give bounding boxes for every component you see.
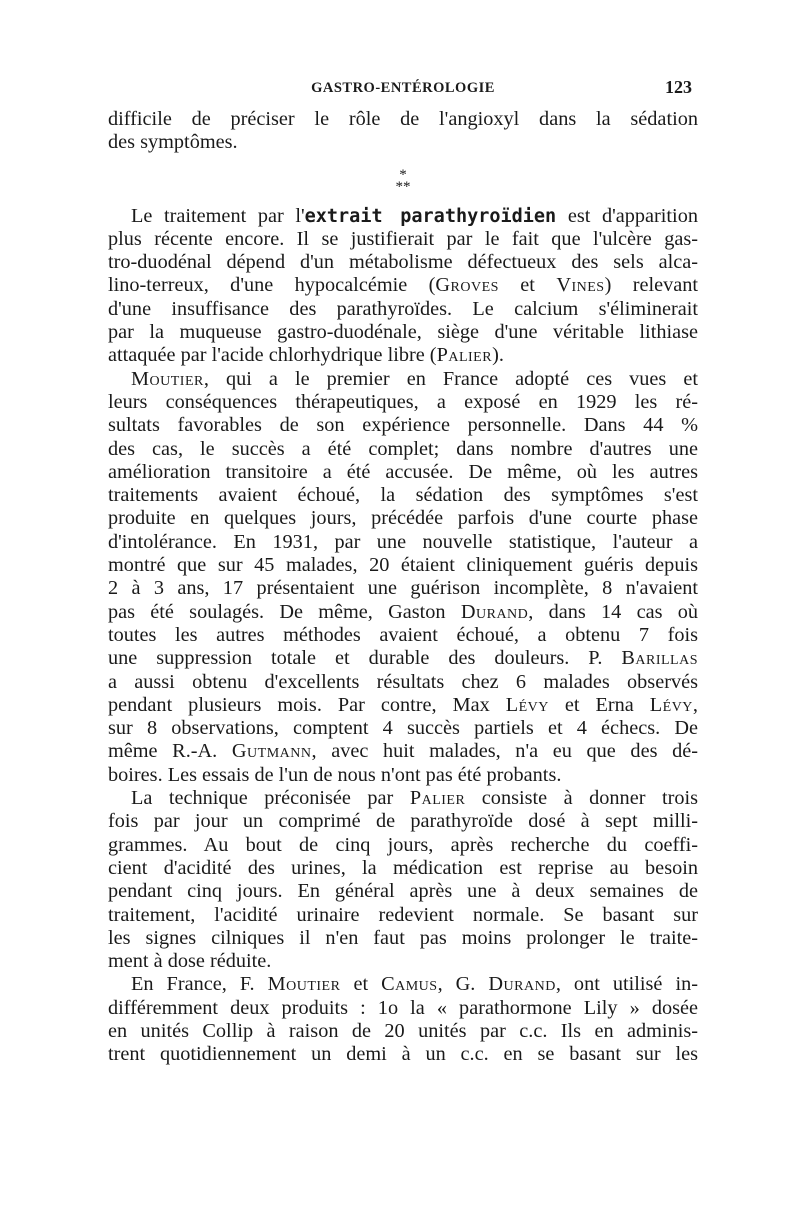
text-line: pas été soulagés. De même, Gaston Durand, dans 14 cas où — [108, 600, 698, 623]
asterism-separator — [108, 155, 698, 205]
text-line: sultats favorables de son expérience personnelle. Dans 44 % — [108, 414, 698, 437]
asterism-bottom: ** — [395, 178, 411, 195]
paragraph-parathyroid — [108, 205, 698, 368]
author-name: Moutier — [267, 973, 341, 996]
author-name: Groves — [435, 274, 499, 297]
text-line: amélioration transitoire a été accusée. De même, où les autres — [108, 460, 698, 483]
asterism-top: * — [399, 166, 407, 183]
text-line: En France, F. Moutier et Camus, G. Durand, ont utilisé in- — [131, 973, 698, 996]
paragraph-france — [108, 973, 698, 1066]
text-line: fois par jour un comprimé de parathyroïde dosé à sept milli- — [108, 810, 698, 833]
text-line: sur 8 observations, comptent 4 succès partiels et 4 échecs. De — [108, 717, 698, 740]
text-line: traitements avaient échoué, la sédation des symptômes s'est — [108, 484, 698, 507]
text-line: tro-duodénal dépend d'un métabolisme défectueux des sels alca- — [108, 251, 698, 274]
author-name: Camus — [381, 973, 438, 996]
text-line: des cas, le succès a été complet; dans nombre d'autres une — [108, 437, 698, 460]
author-name: Barillas — [621, 647, 698, 670]
text-line: plus récente encore. Il se justifierait par le fait que l'ulcère gas- — [108, 227, 698, 250]
text-line: trent quotidiennement un demi à un c.c. en se basant sur les — [108, 1043, 698, 1066]
text-line: montré que sur 45 malades, 20 étaient cliniquement guéris depuis — [108, 554, 698, 577]
text-line: cient d'acidité des urines, la médication est reprise au besoin — [108, 856, 698, 879]
text-line: différemment deux produits : 1o la « parathormone Lily » dosée — [108, 996, 698, 1019]
running-title: GASTRO-ENTÉROLOGIE — [311, 80, 495, 96]
text-line: traitement, l'acidité urinaire redevient normale. Se basant sur — [108, 903, 698, 926]
paragraph-moutier — [108, 368, 698, 787]
text-line: grammes. Au bout de cinq jours, après recherche du coeffi- — [108, 833, 698, 856]
text-line: même R.-A. Gutmann, avec huit malades, n'a eu que des dé- — [108, 740, 698, 763]
text-line: pendant cinq jours. En général après une à deux semaines de — [108, 880, 698, 903]
text-line: La technique préconisée par Palier consiste à donner trois — [131, 787, 698, 810]
text-line: pendant plusieurs mois. Par contre, Max Lévy et Erna Lévy, — [108, 693, 698, 716]
text-line: ment à dose réduite. — [108, 950, 272, 973]
author-name: Gutmann — [231, 740, 312, 763]
text-line: une suppression totale et durable des douleurs. P. Barillas — [108, 647, 698, 670]
paragraph-technique — [108, 787, 698, 973]
text-line: 2 à 3 ans, 17 présentaient une guérison incomplète, 8 n'avaient — [108, 577, 698, 600]
author-name: Moutier — [131, 367, 204, 390]
text-line: attaquée par l'acide chlorhydrique libre (Palier). — [108, 344, 504, 367]
book-page — [108, 72, 698, 1067]
text-line: leurs conséquences thérapeutiques, a exposé en 1929 les ré- — [108, 390, 698, 413]
author-name: Lévy — [505, 693, 549, 716]
text-line: des symptômes. — [108, 131, 238, 154]
text-line: en unités Collip à raison de 20 unités par c.c. Ils en adminis- — [108, 1019, 698, 1042]
page-number: 123 — [665, 77, 692, 97]
body-text — [108, 108, 698, 155]
text-line: Le traitement par l'extrait parathyroïdien est d'apparition — [131, 204, 698, 227]
author-name: Palier — [436, 344, 493, 367]
text-line: les signes cilniques il n'en faut pas moins prolonger le traite- — [108, 926, 698, 949]
text-line: produite en quelques jours, précédée parfois d'une courte phase — [108, 507, 698, 530]
text-line: d'intolérance. En 1931, par une nouvelle statistique, l'auteur a — [108, 530, 698, 553]
text-line: par la muqueuse gastro-duodénale, siège d'une véritable lithiase — [108, 321, 698, 344]
author-name: Durand — [460, 600, 529, 623]
author-name: Durand — [488, 973, 556, 996]
author-name: Lévy — [649, 693, 693, 716]
text-line: boires. Les essais de l'un de nous n'ont pas été probants. — [108, 763, 562, 786]
text-line: Moutier, qui a le premier en France adopté ces vues et — [131, 367, 698, 390]
bold-term: extrait parathyroïdien — [304, 205, 557, 227]
text-line: difficile de préciser le rôle de l'angioxyl dans la sédation — [108, 108, 698, 130]
text-line: lino-terreux, d'une hypocalcémie (Groves et Vines) relevant — [108, 274, 699, 297]
author-name: Palier — [409, 787, 466, 810]
page-header — [108, 72, 698, 108]
text-line: a aussi obtenu d'excellents résultats chez 6 malades observés — [108, 670, 698, 693]
author-name: Vines — [556, 274, 605, 297]
text-line: toutes les autres méthodes avaient échoué, a obtenu 7 fois — [108, 623, 698, 646]
text-line: d'une insuffisance des parathyroïdes. Le calcium s'éliminerait — [108, 297, 698, 320]
